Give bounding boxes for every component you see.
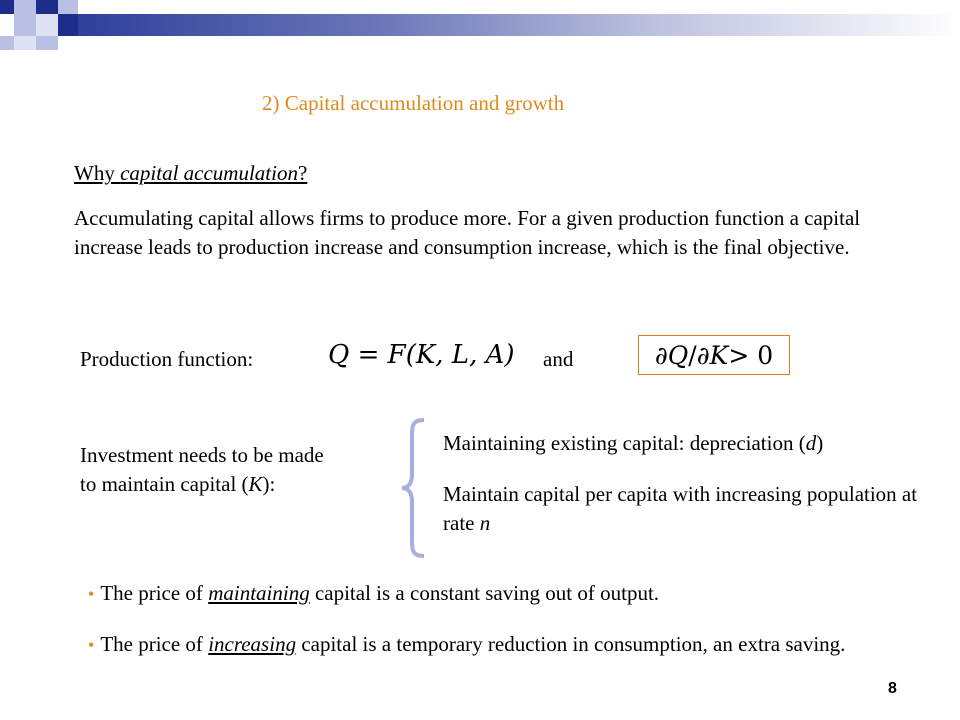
why-prefix: Why [74,161,121,185]
why-emphasis: capital accumulation [120,161,298,185]
header-square [36,36,58,50]
why-heading [74,159,307,188]
derivative-box [638,335,790,375]
bullet-maintaining [88,579,659,609]
slide-title: 2) Capital accumulation and growth [262,91,565,115]
derivative-slash: / [688,340,697,370]
formula-eq: = [349,340,388,370]
maintain-item-population [443,480,943,538]
bullet2-emphasis: increasing [208,632,297,656]
header-square [14,14,36,36]
investment-line1: Investment needs to be made [80,443,324,467]
production-function-label: Production function: [80,347,254,371]
intro-paragraph: Accumulating capital allows firms to produce more. For a given production function a capital increase leads to production increase and consumption increase, which is the final objective. [74,206,861,259]
header-square [58,14,78,36]
maintain-item1-var: d [805,431,817,455]
investment-text [80,441,410,499]
bullet2-prefix: The price of [100,632,209,656]
production-formula [328,340,515,370]
why-suffix: ? [297,161,308,185]
maintain-item2-var: n [479,511,491,535]
derivative-rel: > 0 [728,340,774,370]
maintain-item2-prefix: Maintain capital per capita with increasing population at rate [443,482,918,535]
header-square [0,0,14,14]
bullet-increasing [88,630,888,660]
header-gradient-bar [78,14,960,36]
formula-func: F [387,340,406,370]
derivative-num: ∂Q [654,340,689,370]
maintain-item-depreciation [443,429,823,458]
derivative-den: ∂K [696,340,729,370]
formula-lhs: Q [328,340,350,370]
header-square [0,36,14,50]
bullet2-suffix: capital is a temporary reduction in consumption, an extra saving. [296,632,846,656]
investment-line2-suffix: ): [262,472,276,496]
and-label: and [543,347,574,371]
formula-args: (K, L, A) [405,340,515,370]
header-square [58,0,78,14]
page-number: 8 [888,680,897,697]
bullet1-prefix: The price of [100,581,209,605]
investment-line2-prefix: to maintain capital ( [80,472,249,496]
header-square [14,36,36,50]
maintain-item1-suffix: ) [816,431,824,455]
header-square [36,14,58,36]
investment-line2 [80,470,410,499]
bullet1-emphasis: maintaining [208,581,310,605]
bullet-icon: • [88,635,95,655]
bullet1-suffix: capital is a constant saving out of output. [309,581,660,605]
investment-line2-var: K [248,472,263,496]
header-square [36,0,58,14]
bullet-icon: • [88,584,95,604]
header-square [14,0,36,14]
maintain-item1-prefix: Maintaining existing capital: depreciation ( [443,431,806,455]
curly-brace-icon [398,418,428,558]
